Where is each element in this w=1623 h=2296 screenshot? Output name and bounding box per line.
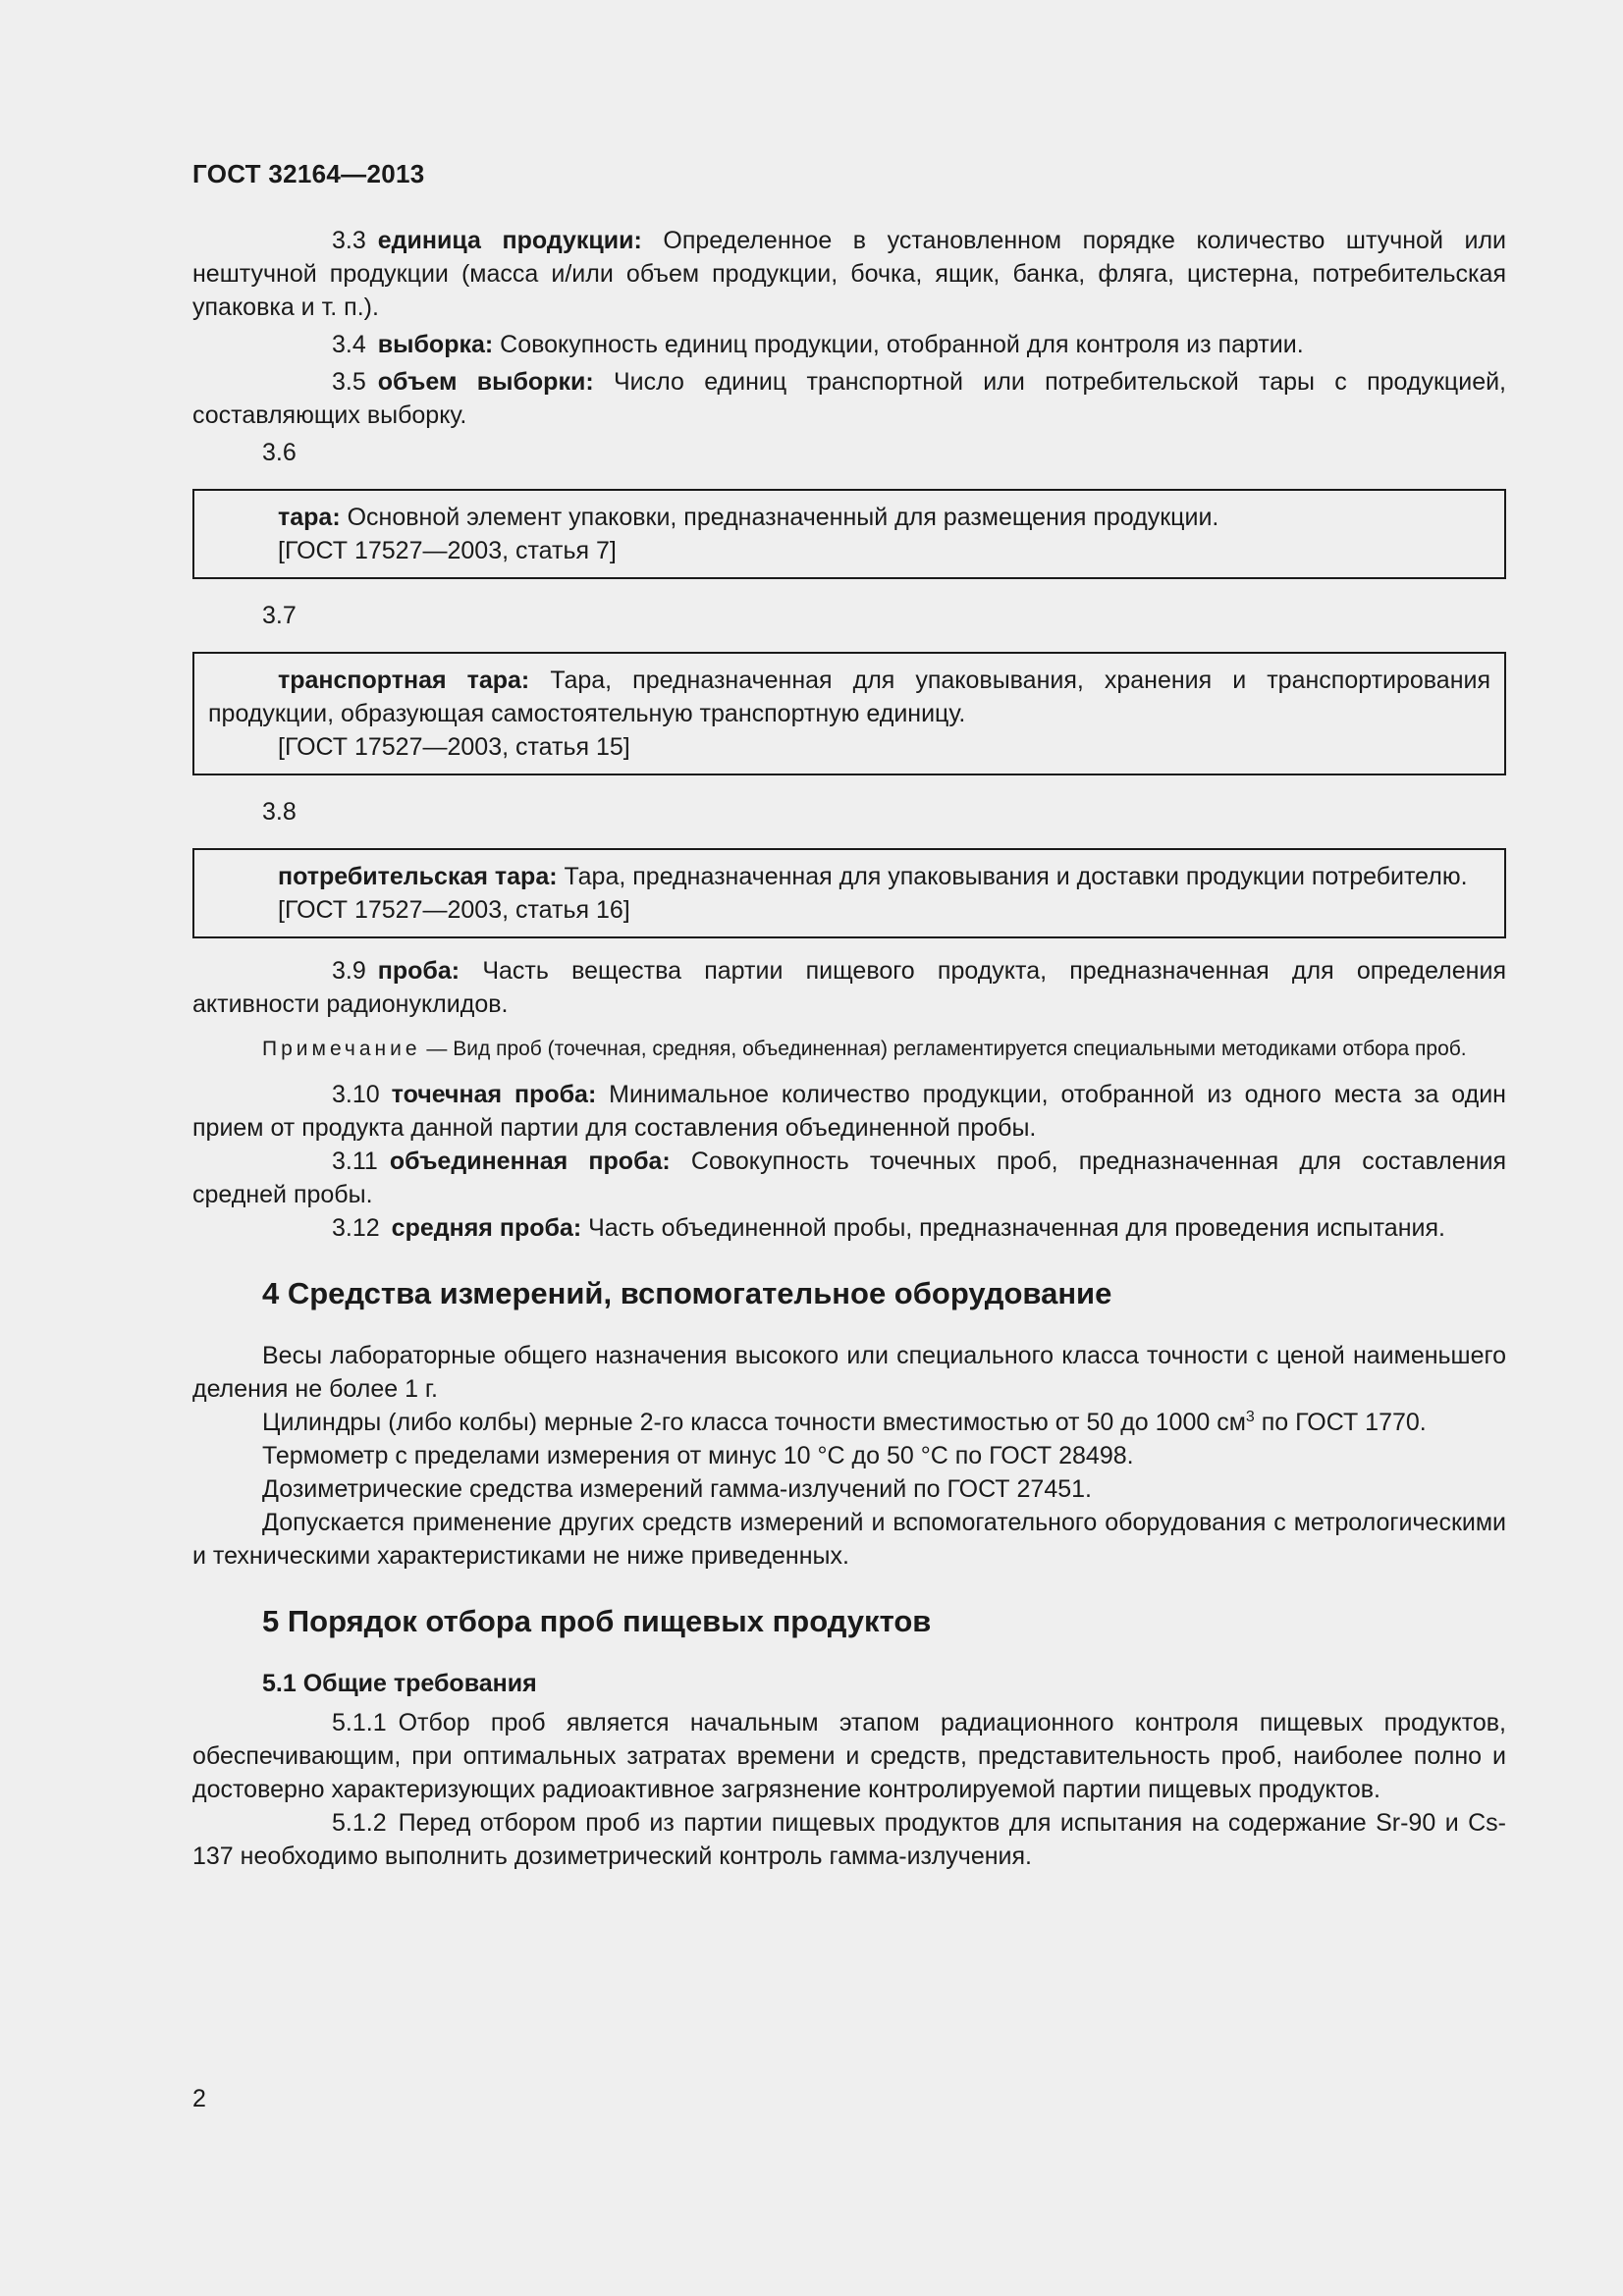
definition-box-3-6: тара: Основной элемент упаковки, предназначенный для размещения продукции. [ГОСТ 17527—2003, статья 7]: [192, 489, 1506, 579]
definition-number-3-7: 3.7: [262, 602, 297, 629]
definition-box-3-8: потребительская тара: Тара, предназначенная для упаковывания и доставки продукции потребителю. [ГОСТ 17527—2003, статья 16]: [192, 848, 1506, 938]
definition-box-3-7: транспортная тара: Тара, предназначенная для упаковывания, хранения и транспортирования продукции, образующая самостоятельную транспортную единицу. [ГОСТ 17527—2003, статья 15]: [192, 652, 1506, 775]
definition-source: [ГОСТ 17527—2003, статья 7]: [278, 537, 617, 564]
document-body: [192, 224, 1506, 1873]
section-4-paragraph: Термометр с пределами измерения от минус 10 °С до 50 °С по ГОСТ 28498.: [262, 1442, 1134, 1469]
section-4-title: 4 Средства измерений, вспомогательное оборудование: [262, 1276, 1112, 1310]
page-number: 2: [192, 2085, 206, 2112]
definition-3-5: 3.5 объем выборки: Число единиц транспортной или потребительской тары с продукцией, составляющих выборку.: [192, 368, 1507, 429]
definition-3-4: 3.4 выборка: Совокупность единиц продукции, отобранной для контроля из партии.: [332, 331, 1304, 358]
subsection-5-1-title: 5.1 Общие требования: [262, 1670, 537, 1697]
note: Примечание — Вид проб (точечная, средняя, объединенная) регламентируется специальными методиками отбора проб.: [262, 1038, 1467, 1060]
definition-source: [ГОСТ 17527—2003, статья 16]: [278, 896, 630, 924]
section-4-paragraph: Допускается применение других средств измерений и вспомогательного оборудования с метрологическими и техническими характеристиками не ниже приведенных.: [192, 1509, 1506, 1570]
section-4-paragraph: Весы лабораторные общего назначения высокого или специального класса точности с ценой наименьшего деления не более 1 г.: [192, 1342, 1506, 1403]
definition-3-10: 3.10 точечная проба: Минимальное количество продукции, отобранной из одного места за один прием от продукта данной партии для составления объединенной пробы.: [192, 1081, 1506, 1142]
definition-source: [ГОСТ 17527—2003, статья 15]: [278, 733, 630, 761]
definition-number-3-8: 3.8: [262, 798, 297, 826]
definition-3-9: 3.9 проба: Часть вещества партии пищевого продукта, предназначенная для определения активности радионуклидов.: [192, 957, 1506, 1018]
definition-3-12: 3.12 средняя проба: Часть объединенной пробы, предназначенная для проведения испытания.: [332, 1214, 1445, 1242]
section-5-title: 5 Порядок отбора проб пищевых продуктов: [262, 1604, 932, 1638]
document-header: ГОСТ 32164—2013: [192, 159, 425, 188]
definition-number-3-6: 3.6: [262, 439, 297, 466]
definition-3-11: 3.11 объединенная проба: Совокупность точечных проб, предназначенная для составления средней пробы.: [192, 1148, 1506, 1208]
definition-3-3: 3.3 единица продукции: Определенное в установленном порядке количество штучной или нештучной продукции (масса и/или объем продукции, бочка, ящик, банка, фляга, цистерна, потребительская упаковка и т. п.).: [192, 227, 1506, 321]
paragraph-5-1-2: 5.1.2 Перед отбором проб из партии пищевых продуктов для испытания на содержание Sr-90 и Cs-137 необходимо выполнить дозиметрический контроль гамма-излучения.: [192, 1809, 1506, 1870]
paragraph-5-1-1: 5.1.1 Отбор проб является начальным этапом радиационного контроля пищевых продуктов, обеспечивающим, при оптимальных затратах времени и средств, представительность проб, наиболее полно и достоверно характеризующих радиоактивное загрязнение контролируемой партии пищевых продуктов.: [192, 1709, 1506, 1803]
section-4-paragraph: Дозиметрические средства измерений гамма-излучений по ГОСТ 27451.: [262, 1475, 1092, 1503]
section-4-paragraph: Цилиндры (либо колбы) мерные 2-го класса точности вместимостью от 50 до 1000 $см^3$ по ГОСТ 1770.: [262, 1409, 1427, 1436]
